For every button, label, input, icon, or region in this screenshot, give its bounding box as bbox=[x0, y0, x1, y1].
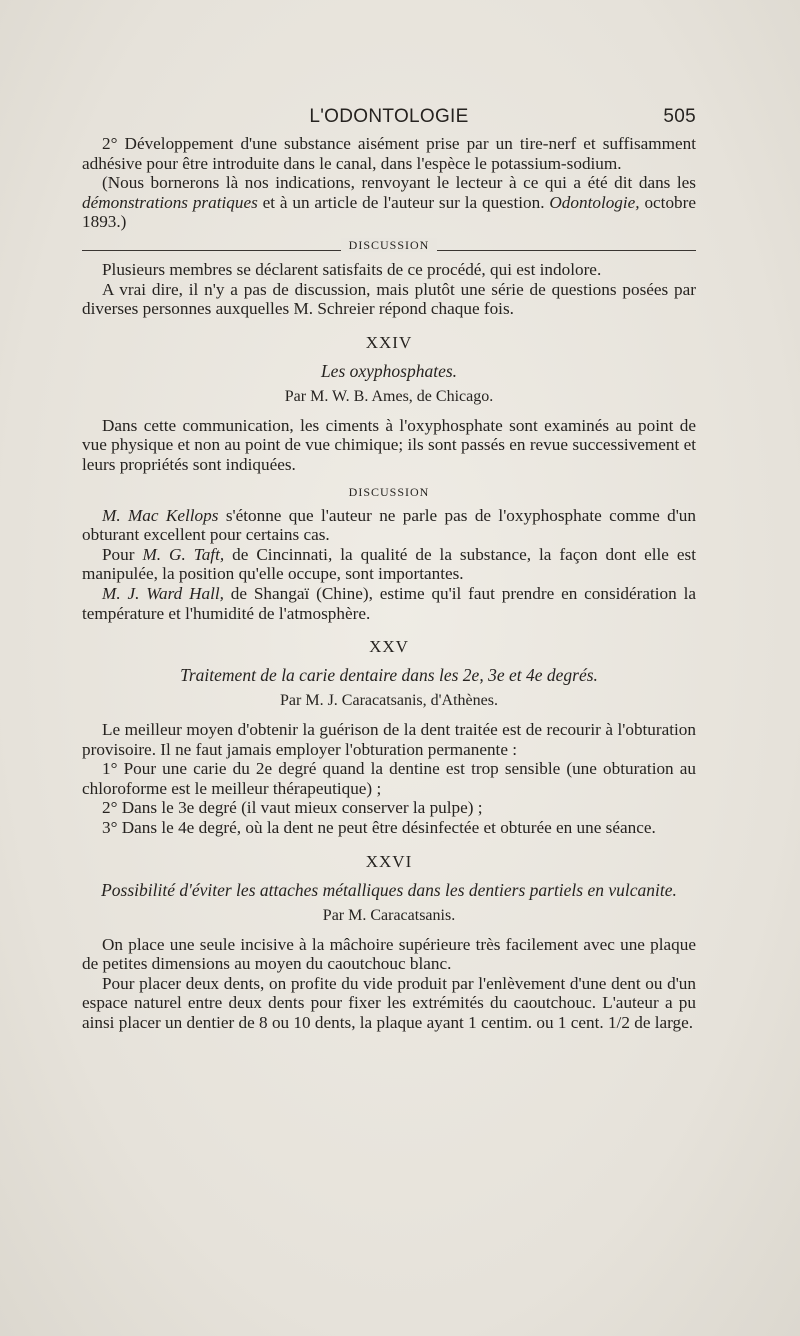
section-26-paragraph-2: Pour placer deux dents, on profite du vide produit par l'enlèvement d'une dent ou d'un espace naturel entre deux dents pour fixer les extrémités du caoutchouc. L'auteur a pu ainsi placer un dentier de 8 ou 10 dents, la plaque ayant 1 centim. ou 1 cent. 1/2 de large. bbox=[82, 973, 696, 1033]
discussion-rule bbox=[82, 238, 696, 256]
section-author-26: Par M. Caracatsanis. bbox=[322, 906, 456, 924]
discussion-heading-24: DISCUSSION bbox=[348, 484, 430, 499]
discussion-paragraph-2: A vrai dire, il n'y a pas de discussion, mais plutôt une série de questions posées par diverses personnes auxquelles M. Schreier répond chaque fois. bbox=[82, 279, 696, 319]
discussion-24-paragraph-3: M. J. Ward Hall, de Shangaï (Chine), estime qu'il faut prendre en considération la température et l'humidité de l'atmosphère. bbox=[82, 583, 696, 623]
page-number: 505 bbox=[663, 106, 696, 127]
section-title-24: Les oxyphosphates. bbox=[320, 360, 458, 381]
section-25-paragraph-4: 3° Dans le 4e degré, où la dent ne peut être désinfectée et obturée en une séance. bbox=[102, 818, 656, 838]
discussion-24-paragraph-1: M. Mac Kellops s'étonne que l'auteur ne parle pas de l'oxyphosphate comme d'un obturant excellent pour certains cas. bbox=[82, 505, 696, 545]
text-block bbox=[82, 104, 696, 1033]
discussion-paragraph-1: Plusieurs membres se déclarent satisfaits de ce procédé, qui est indolore. bbox=[102, 259, 602, 279]
intro-paragraph-2: (Nous bornerons là nos indications, renvoyant le lecteur à ce qui a été dit dans les démonstrations pratiques et à un article de l'auteur sur la question. Odontologie, octobre 1893.) bbox=[82, 173, 696, 232]
discussion-heading: DISCUSSION bbox=[341, 238, 438, 252]
section-author-25: Par M. J. Caracatsanis, d'Athènes. bbox=[280, 692, 498, 710]
section-25-paragraph-3: 2° Dans le 3e degré (il vaut mieux conserver la pulpe) ; bbox=[102, 798, 483, 818]
running-head bbox=[82, 104, 696, 134]
running-title: L'ODONTOLOGIE bbox=[309, 106, 469, 127]
section-title-26: Possibilité d'éviter les attaches métalliques dans les dentiers partiels en vulcanite. bbox=[101, 879, 677, 900]
section-25-paragraph-2: 1° Pour une carie du 2e degré quand la dentine est trop sensible (une obturation au chloroforme est le meilleur thérapeutique) ; bbox=[82, 759, 696, 798]
section-body-24: Dans cette communication, les ciments à l'oxyphosphate sont examinés au point de vue physique et non au point de vue chimique; ils sont passés en revue successivement et leurs propriétés sont indiquées. bbox=[82, 415, 696, 474]
section-number-24: XXIV bbox=[365, 332, 413, 352]
section-author-24: Par M. W. B. Ames, de Chicago. bbox=[284, 387, 494, 405]
section-25-paragraph-1: Le meilleur moyen d'obtenir la guérison de la dent traitée est de recourir à l'obturation provisoire. Il ne faut jamais employer l'obturation permanente : bbox=[82, 720, 696, 759]
section-title-25: Traitement de la carie dentaire dans les 2e, 3e et 4e degrés. bbox=[180, 665, 598, 686]
section-number-26: XXVI bbox=[365, 851, 413, 871]
section-number-25: XXV bbox=[369, 637, 409, 657]
discussion-24-paragraph-2: Pour M. G. Taft, de Cincinnati, la qualité de la substance, la façon dont elle est manipulée, la position qu'elle occupe, sont importantes. bbox=[82, 544, 696, 584]
section-26-paragraph-1: On place une seule incisive à la mâchoire supérieure très facilement avec une plaque de petites dimensions au moyen du caoutchouc blanc. bbox=[82, 934, 696, 974]
intro-paragraph-1: 2° Développement d'une substance aisément prise par un tire-nerf et suffisamment adhésive pour être introduite dans le canal, dans l'espèce le potassium-sodium. bbox=[82, 134, 696, 173]
